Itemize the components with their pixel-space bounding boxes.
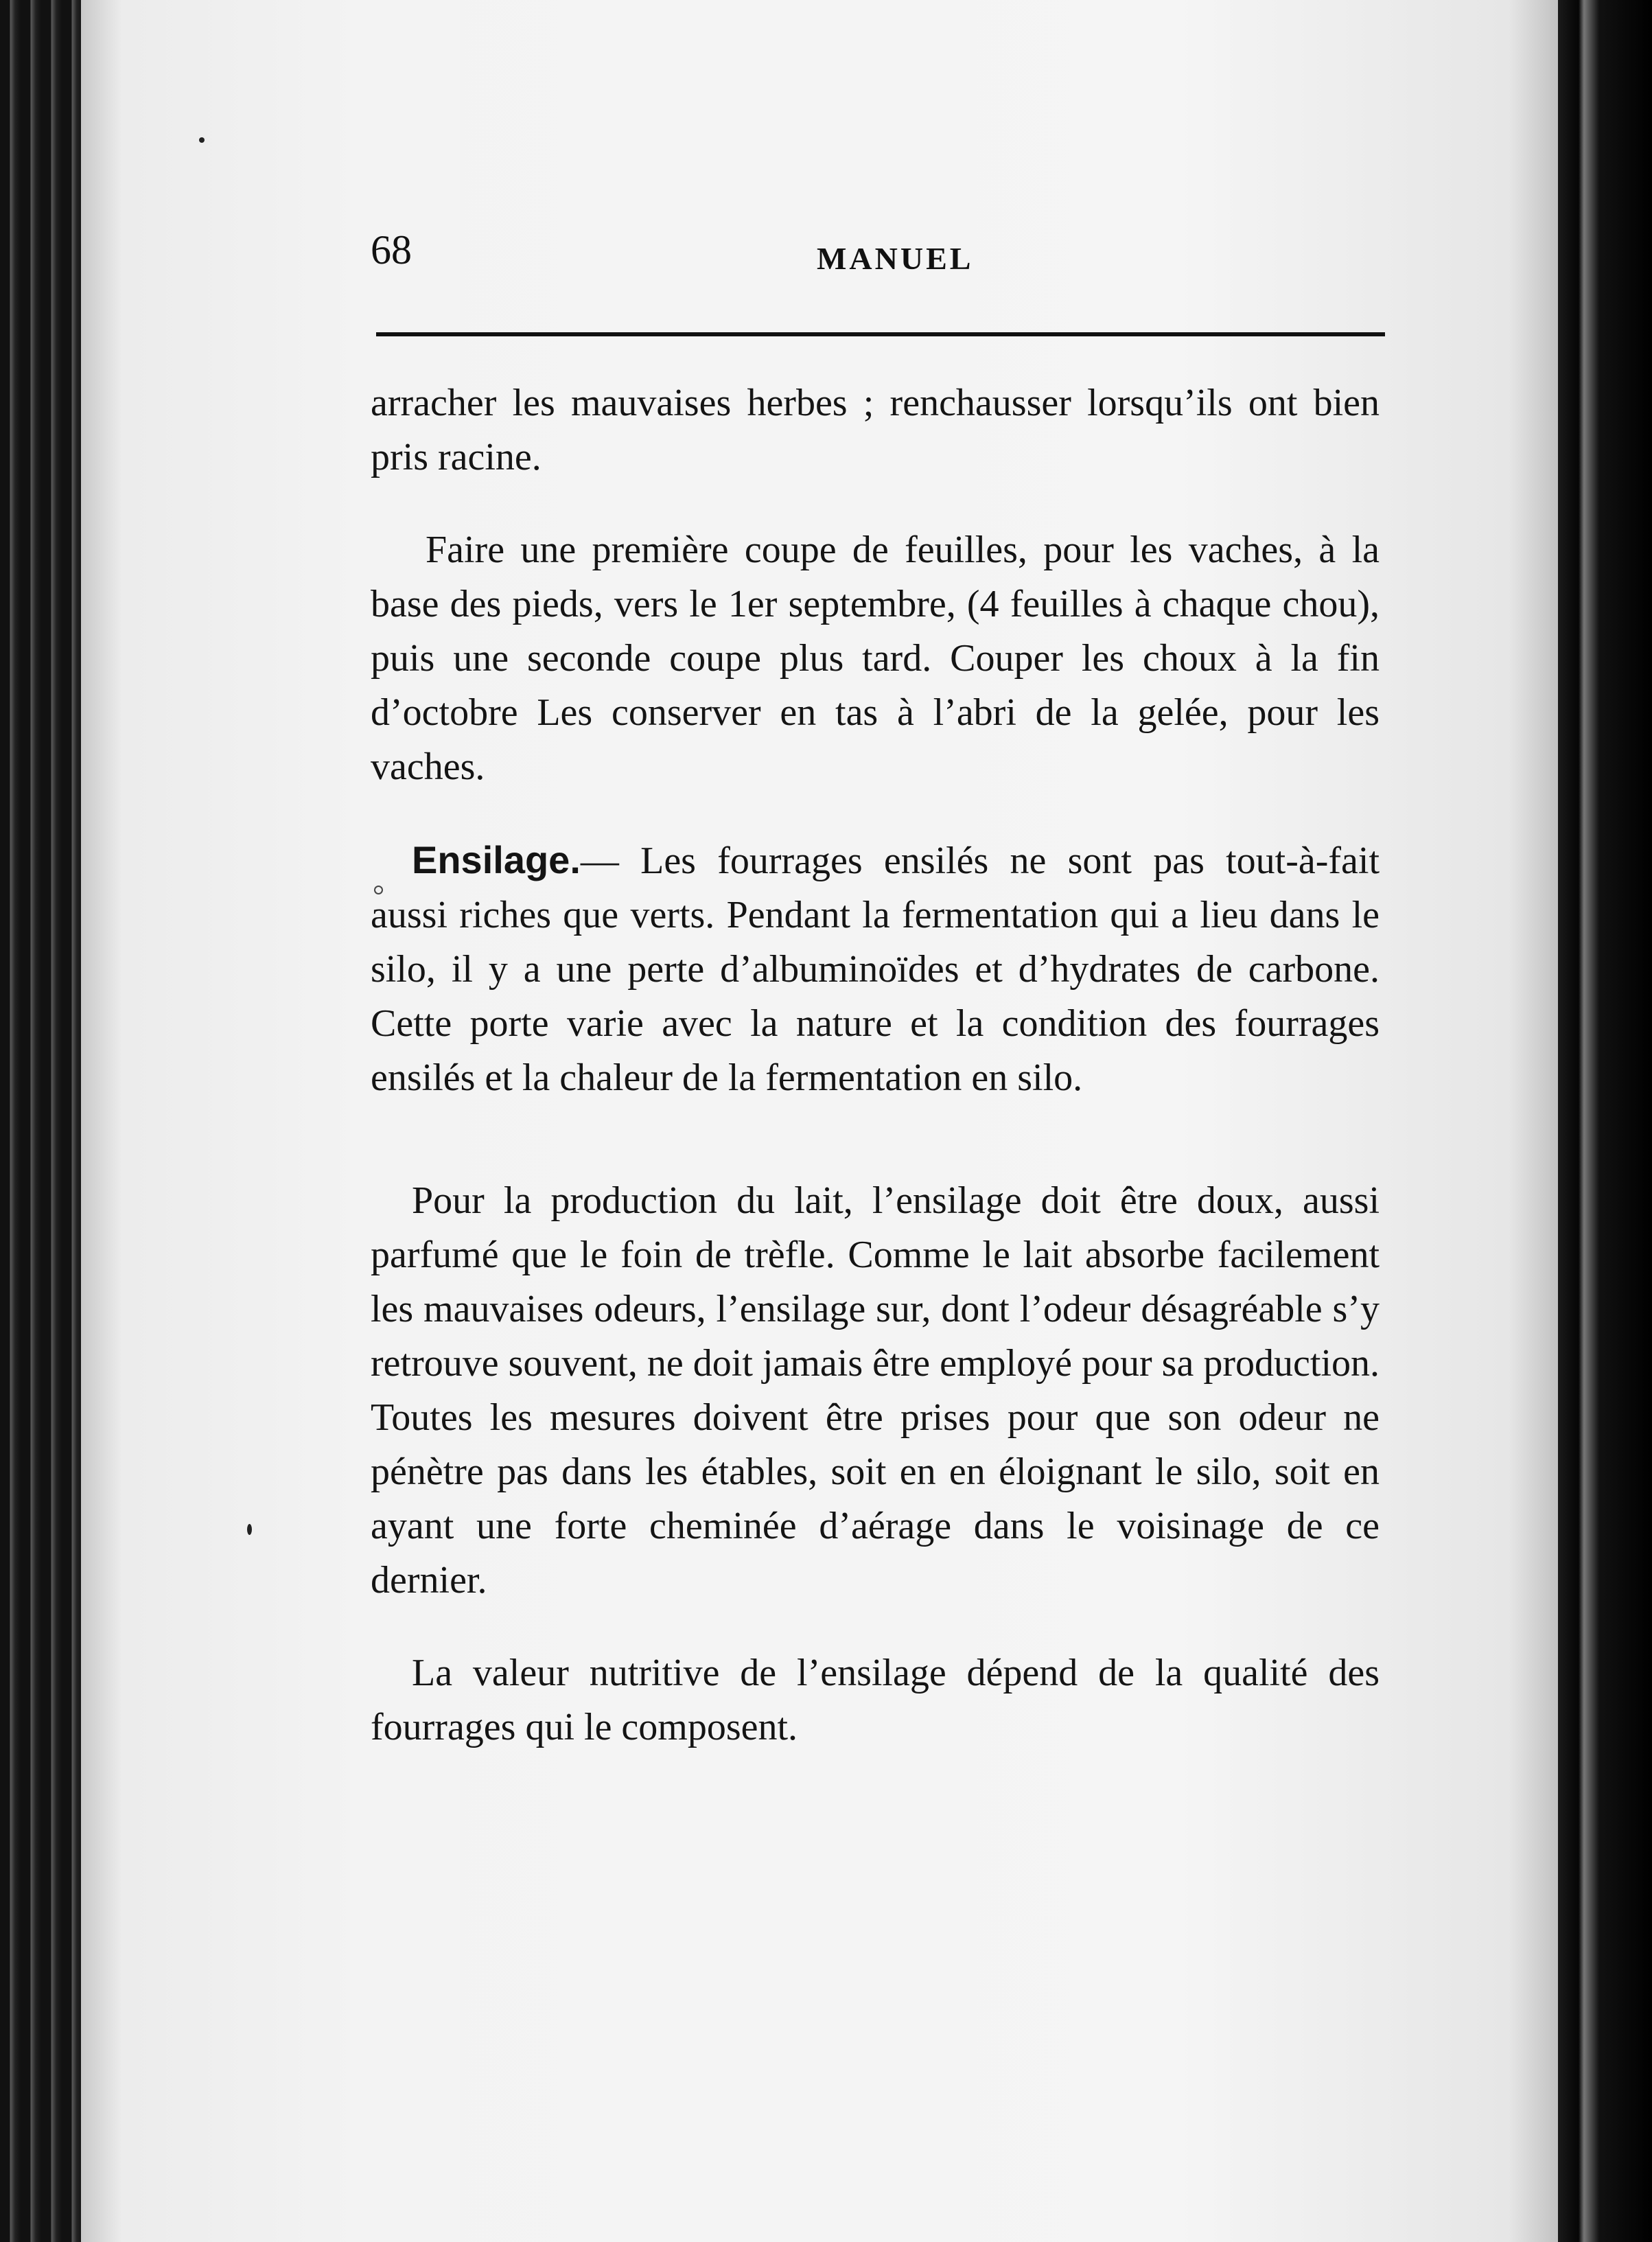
paragraph: Pour la production du lait, l’ensilage doit être doux, aussi parfumé que le foin de trèfle. Comme le lait absorbe facilement les mauvaises odeurs, l’ensilage sur, dont l’odeur désagréable s’y retrouve souvent, ne doit jamais être employé pour sa production. Toutes les mesures doivent être prises pour que son odeur ne pénètre pas dans les étables, soit en en éloignant le silo, soit en ayant une forte cheminée d’aérage dans le voisinage de ce dernier. bbox=[371, 1179, 1380, 1602]
running-head bbox=[371, 227, 1386, 288]
page-number: 68 bbox=[371, 227, 412, 273]
paragraph-ensilage bbox=[371, 833, 1380, 1105]
paragraph-text: — Les fourrages ensilés ne sont pas tout-à-fait aussi riches que verts. Pendant la fermentation qui a lieu dans le silo, il y a une perte d’albuminoïdes et d’hydrates de carbone. Cette porte varie avec la nature et la condition des fourrages ensilés et la chaleur de la fermentation en silo. bbox=[371, 840, 1380, 1099]
paragraph: La valeur nutritive de l’ensilage dépend de la qualité des fourrages qui le composent. bbox=[371, 1652, 1380, 1748]
paragraph: arracher les mauvaises herbes ; renchausser lorsqu’ils ont bien pris racine. bbox=[371, 382, 1380, 478]
book-binding-shadow bbox=[1558, 0, 1652, 2242]
header-rule bbox=[376, 332, 1385, 336]
dust-speck bbox=[247, 1524, 252, 1535]
paragraph: Faire une première coupe de feuilles, pour les vaches, à la base des pieds, vers le 1er septembre, (4 feuilles à chaque chou), puis une seconde coupe plus tard. Couper les choux à la fin d’octobre Les conserver en tas à l’abri de la gelée, pour les vaches. bbox=[371, 529, 1380, 788]
section-lead-in: Ensilage. bbox=[412, 838, 581, 881]
dust-speck bbox=[199, 137, 205, 143]
body-text bbox=[371, 376, 1380, 1755]
running-title: MANUEL bbox=[817, 241, 974, 276]
